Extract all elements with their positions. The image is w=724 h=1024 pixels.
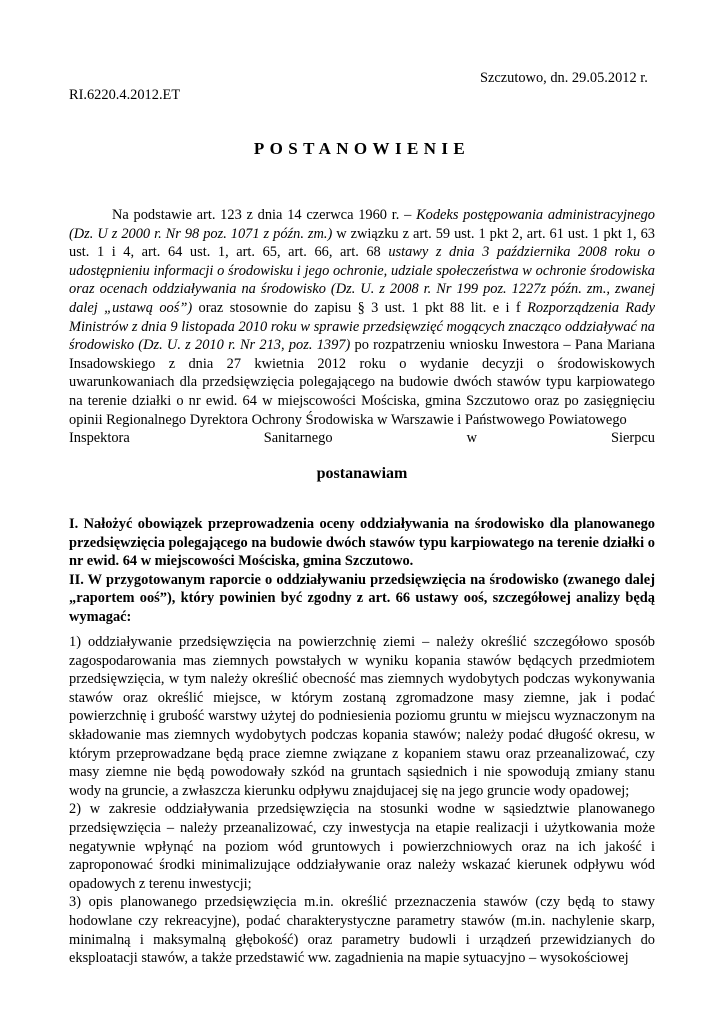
intro-segment-3: w związku z art. 59 ust. 1 pkt 2, art. 61 ust. 1 pkt 1, 63 ust. 1 i 4, art. 64 ust. 1, art. 65, art. 66, art. 68 [69,225,655,261]
legal-basis-paragraph [69,206,655,448]
analysis-requirements [69,633,655,968]
intro-last-line: Inspektora Sanitarnego w Sierpcu [69,430,655,447]
requirement-2: 2) w zakresie oddziaływania przedsięwzięcia na stosunki wodne w sąsiedztwie planowanego przedsięwzięcia – należy przeanalizować, czy inwestycja na etapie realizacji i użytkowania może negatywnie wpłynąć na poziom wód gruntowych i powierzchniowych oraz na ich jakość i zaproponować środki minimalizujące oddziaływanie oraz należy wskazać kierunek odpływu wód opadowych z terenu inwestycji; [69,801,655,892]
intro-segment-4: ustawy z dnia 3 października 2008 roku o udostępnieniu informacji o środowisku i jego ochronie, udziale społeczeństwa w ochronie środowiska oraz ocenach oddziaływania na środowisko (Dz. U. z 2008 r. Nr 199 poz. 1227z późn. zm., zwanej dalej „ustawą ooś”) [69,244,655,316]
place-date: Szczutowo, dn. 29.05.2012 r. [480,70,648,86]
legal-basis-text [69,206,655,429]
requirement-3: 3) opis planowanego przedsięwzięcia m.in. określić przeznaczenia stawów (czy będą to stawy hodowlane czy rekreacyjne), podać charakterystyczne parametry stawów (m.in. nachylenie skarp, minimalną i maksymalną głębokość) oraz parametry budowli i urządzeń przewidzianych do eksploatacji stawów, a także przedstawić ww. zagadnienia na mapie sytuacyjno – wysokościowej [69,894,655,967]
intro-segment-2: Kodeks postępowania administracyjnego (Dz. U z 2000 r. Nr 98 poz. 1071 z późn. zm.) [69,207,656,242]
intro-segment-1: Na podstawie art. 123 z dnia 14 czerwca 1960 r. – [112,207,417,223]
intro-segment-7: po rozpatrzeniu wniosku Inwestora – Pana Mariana Insadowskiego z dnia 27 kwietnia 2012 roku o wydanie decyzji o środowiskowych uwarunkowaniach dla przedsięwzięcia polegającego na budowie dwóch stawów typu karpiowatego na terenie działki o nr ewid. 64 w miejscowości Mościska, gmina Szczutowo oraz po zasięgnięciu opinii Regionalnego Dyrektora Ochrony Środowiska w Warszawie i Państwowego Powiatowego [69,337,656,428]
point-1: I. Nałożyć obowiązek przeprowadzenia oceny oddziaływania na środowisko dla planowanego przedsięwzięcia polegającego na budowie dwóch stawów typu karpiowatego na terenie działki o nr ewid. 64 w miejscowości Mościska, gmina Szczutowo. [69,516,655,570]
decision-heading: postanawiam [316,465,408,482]
reference-number: RI.6220.4.2012.ET [69,87,181,103]
requirement-1: 1) oddziaływanie przedsięwzięcia na powierzchnię ziemi – należy określić szczegółowo sposób zagospodarowania mas ziemnych powstałych w wyniku kopania stawów będących przedmiotem przedsięwzięcia, w tym należy określić obecność mas ziemnych wydobytych podczas wykonywania stawów oraz określić miejsce, w którym zostaną zgromadzone masy ziemne, jak i podać powierzchnię i grubość warstwy użytej do podniesienia poziomu gruntu w miejscu wyznaczonym na składowanie mas ziemnych wydobytych podczas kopania stawów; należy podać długość okresu, w którym przeprowadzane będą prace ziemne związane z kopaniem stawu oraz przeanalizować, czy masy ziemne nie będą powodowały szkód na gruntach sąsiednich i nie spowodują zmiany stanu wody na gruncie, a zwłaszcza kierunku odpływu znajdujacej się na jego gruncie wody opadowej; [69,634,655,799]
document-title: POSTANOWIENIE [253,139,471,158]
decision-points [69,515,655,627]
point-2: II. W przygotowanym raporcie o oddziaływaniu przedsięwzięcia na środowisko (zwanego dalej „raportem ooś”), który powinien być zgodny z art. 66 ustawy ooś, szczegółowej analizy będą wymagać: [69,571,655,625]
intro-segment-6: Rozporządzenia Rady Ministrów z dnia 9 listopada 2010 roku w sprawie przedsięwzięć mogących znacząco oddziaływać na środowisko (Dz. U. z 2010 r. Nr 213, poz. 1397) [69,299,655,354]
intro-segment-5: oraz stosownie do zapisu § 3 ust. 1 pkt 88 lit. e i f [192,299,528,316]
